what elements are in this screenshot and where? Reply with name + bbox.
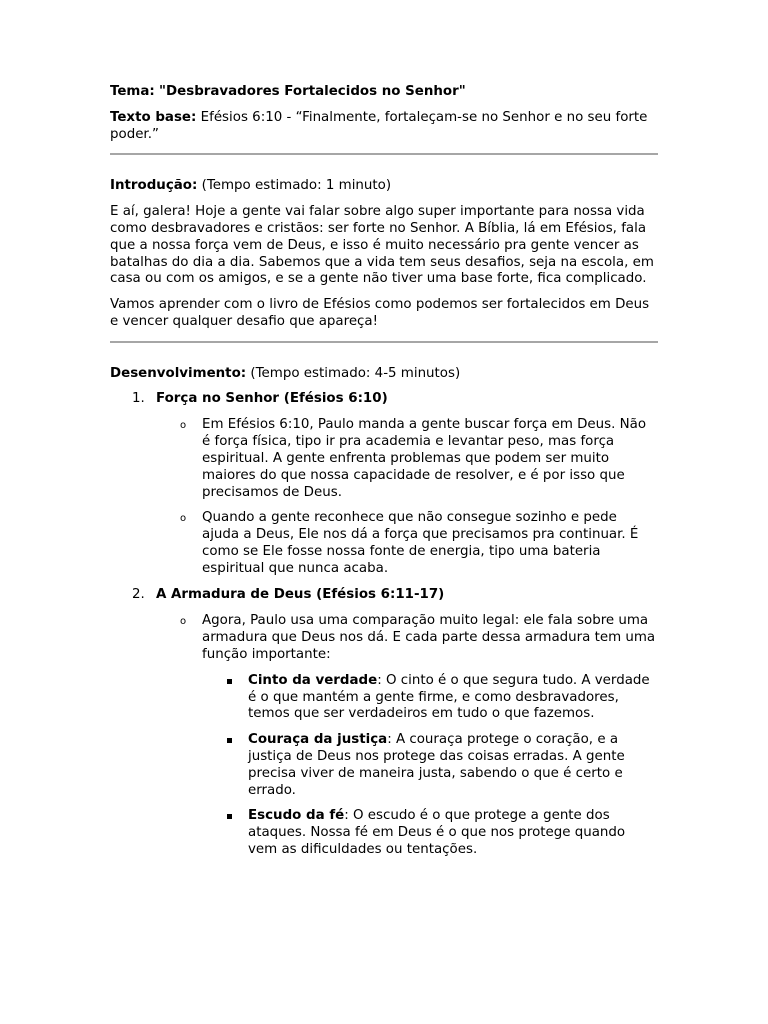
- sub-list: [156, 613, 658, 858]
- sub-list-item: [156, 417, 658, 501]
- armor-item: [202, 673, 658, 723]
- texto-base-label: Texto base:: [110, 109, 197, 125]
- desenvolvimento-heading: [110, 366, 658, 383]
- circle-bullet-icon: o: [180, 616, 187, 628]
- divider: [110, 341, 658, 343]
- sub-list-text: Em Efésios 6:10, Paulo manda a gente buscar força em Deus. Não é força física, tipo ir pra academia e levantar peso, mas força espiritual. A gente enfrenta problemas que podem ser muito maiores do que nossa capacidade de resolver, e é por isso que precisamos de Deus.: [202, 417, 647, 500]
- texto-base-line: [110, 110, 658, 144]
- armor-list: [202, 673, 658, 859]
- armor-name: Couraça da justiça: [248, 732, 388, 748]
- sub-list-item: [156, 613, 658, 858]
- divider: [110, 153, 658, 155]
- armor-text: : A couraça protege o coração, e a justiça de Deus nos protege das coisas erradas. A gente precisa viver de maneira justa, sabendo o que é certo e errado.: [248, 732, 625, 798]
- square-bullet-icon: [227, 679, 232, 684]
- desenvolvimento-time: (Tempo estimado: 4-5 minutos): [250, 365, 461, 381]
- sub-list-text: Quando a gente reconhece que não consegue sozinho e pede ajuda a Deus, Ele nos dá a força que precisamos pra continuar. É como se Ele fosse nossa fonte de energia, tipo uma bateria espiritual que nunca acaba.: [202, 510, 639, 576]
- texto-base-text: Efésios 6:10 - “Finalmente, fortaleçam-se no Senhor e no seu forte poder.”: [110, 109, 648, 142]
- armor-text: : O escudo é o que protege a gente dos ataques. Nossa fé em Deus é o que nos protege quando vem as dificuldades ou tentações.: [248, 808, 626, 857]
- tema-label: Tema:: [110, 84, 155, 99]
- intro-paragraph: Vamos aprender com o livro de Efésios como podemos ser fortalecidos em Deus e vencer qualquer desafio que apareça!: [110, 297, 650, 329]
- square-bullet-icon: [227, 738, 232, 743]
- square-bullet-icon: [227, 814, 232, 819]
- sub-list-item: [156, 510, 658, 577]
- sub-list: [156, 417, 658, 577]
- circle-bullet-icon: o: [180, 420, 187, 432]
- tema-text: "Desbravadores Fortalecidos no Senhor": [159, 84, 466, 99]
- intro-paragraph: E aí, galera! Hoje a gente vai falar sobre algo super importante para nossa vida como desbravadores e cristãos: ser forte no Senhor. A Bíblia, lá em Efésios, fala que a nossa força vem de Deus, e isso é muito necessário pra gente vencer as batalhas do dia a dia. Sabemos que a vida tem seus desafios, seja na escola, em casa ou com os amigos, e se a gente não tiver uma base forte, fica complicado.: [110, 204, 654, 287]
- introducao-time: (Tempo estimado: 1 minuto): [201, 178, 392, 194]
- circle-bullet-icon: o: [180, 513, 187, 525]
- document-page: [110, 84, 658, 859]
- introducao-heading: [110, 178, 658, 195]
- list-item-title: A Armadura de Deus (Efésios 6:11-17): [156, 586, 445, 602]
- list-item: [110, 587, 658, 859]
- sub-list-text: Agora, Paulo usa uma comparação muito legal: ele fala sobre uma armadura que Deus nos dá. E cada parte dessa armadura tem uma função importante:: [202, 613, 656, 662]
- armor-name: Escudo da fé: [248, 808, 345, 824]
- armor-name: Cinto da verdade: [248, 672, 378, 688]
- armor-item: [202, 808, 658, 858]
- list-item: [110, 391, 658, 578]
- introducao-label: Introdução:: [110, 178, 198, 194]
- tema-line: [110, 84, 658, 101]
- list-number: 1.: [132, 390, 145, 406]
- armor-item: [202, 732, 658, 799]
- list-number: 2.: [132, 586, 145, 602]
- desenvolvimento-label: Desenvolvimento:: [110, 365, 247, 381]
- list-item-title: Força no Senhor (Efésios 6:10): [156, 390, 388, 406]
- development-list: [110, 391, 658, 859]
- armor-text: : O cinto é o que segura tudo. A verdade é o que mantém a gente firme, e como desbravadores, temos que ser verdadeiros em tudo o que fazemos.: [248, 672, 650, 722]
